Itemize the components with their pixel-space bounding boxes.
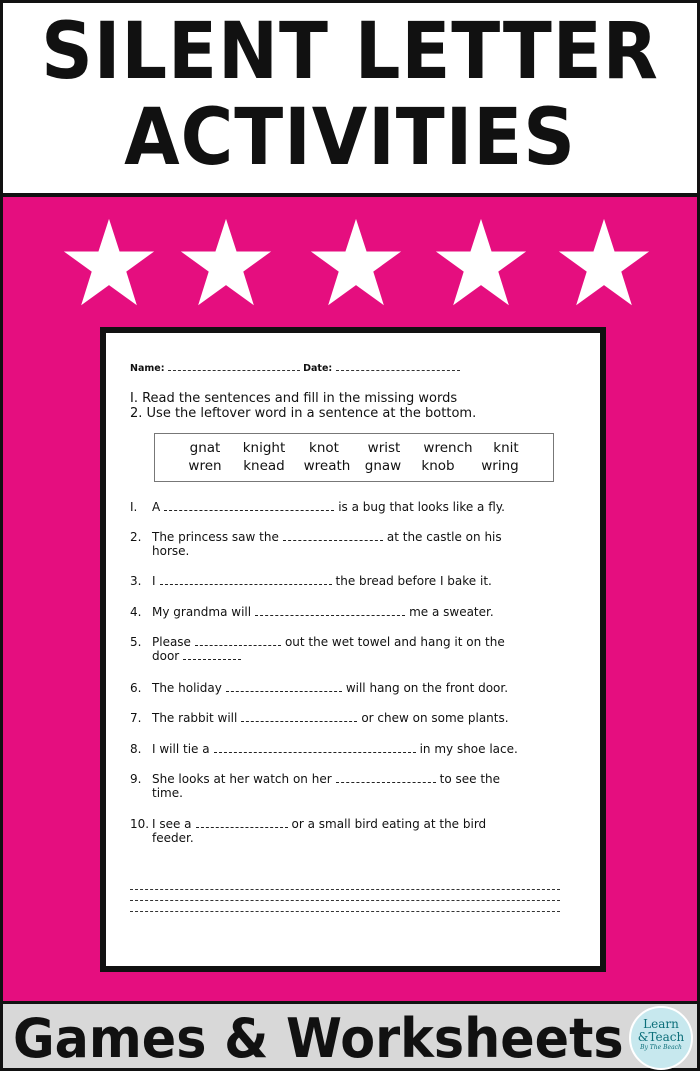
question-text: the bread before I bake it. xyxy=(335,574,492,588)
question-text: horse. xyxy=(152,544,190,558)
question-text: will hang on the front door. xyxy=(345,681,509,695)
word-bank-row-1 xyxy=(155,439,553,457)
star-icon xyxy=(178,215,274,311)
answer-blank[interactable] xyxy=(160,576,332,585)
answer-blank[interactable] xyxy=(283,532,383,541)
answer-blank[interactable] xyxy=(164,502,334,511)
word-bank-row-2 xyxy=(155,457,553,475)
question-text: or chew on some plants. xyxy=(361,711,509,725)
word-bank-word: knot xyxy=(309,440,339,456)
logo-text: &Teach xyxy=(637,1030,685,1044)
question-number: 10. xyxy=(130,817,150,831)
question-text: time. xyxy=(152,786,183,800)
date-blank xyxy=(336,363,460,371)
question-text: out the wet towel and hang it on the xyxy=(284,635,505,649)
star-icon xyxy=(433,215,529,311)
question-item xyxy=(130,605,570,635)
question-text: in my shoe lace. xyxy=(419,742,518,756)
answer-blank[interactable] xyxy=(214,744,416,753)
star-icon xyxy=(61,215,157,311)
name-label: Name: xyxy=(130,363,165,374)
question-item xyxy=(130,711,570,742)
name-blank xyxy=(168,363,300,371)
instruction-2: 2. Use the leftover word in a sentence at the bottom. xyxy=(130,406,477,421)
date-label: Date: xyxy=(303,363,333,374)
word-bank-word: wrench xyxy=(423,440,473,456)
star-icon xyxy=(308,215,404,311)
answer-blank[interactable] xyxy=(336,774,436,783)
answer-blank[interactable] xyxy=(183,651,241,660)
question-text: I see a xyxy=(152,817,192,831)
word-bank-word: wrist xyxy=(367,440,401,456)
title-line-1: SILENT LETTER xyxy=(41,7,659,97)
word-bank-word: wring xyxy=(481,458,519,474)
question-number: 8. xyxy=(130,742,142,756)
writing-line[interactable] xyxy=(130,901,560,912)
question-text: door xyxy=(152,649,180,663)
answer-blank[interactable] xyxy=(226,683,342,692)
star-icon xyxy=(556,215,652,311)
footer-banner xyxy=(0,1001,700,1071)
question-text: I xyxy=(152,574,156,588)
stars-row xyxy=(3,215,700,315)
question-text: feeder. xyxy=(152,831,194,845)
answer-blank[interactable] xyxy=(241,713,357,722)
question-item xyxy=(130,635,570,681)
word-bank-word: knob xyxy=(421,458,455,474)
question-number: 5. xyxy=(130,635,142,649)
brand-logo xyxy=(629,1006,693,1070)
instruction-1: I. Read the sentences and fill in the missing words xyxy=(130,391,458,406)
question-text: The princess saw the xyxy=(152,530,279,544)
question-text: or a small bird eating at the bird xyxy=(291,817,487,831)
question-item xyxy=(130,500,570,530)
question-text: My grandma will xyxy=(152,605,252,619)
question-number: I. xyxy=(130,500,138,514)
worksheet-page xyxy=(100,327,606,972)
question-text: Please xyxy=(152,635,191,649)
question-number: 4. xyxy=(130,605,142,619)
word-bank xyxy=(154,433,554,482)
title-banner xyxy=(0,0,700,197)
writing-line[interactable] xyxy=(130,890,560,901)
title-line-2: ACTIVITIES xyxy=(124,93,576,183)
question-text: is a bug that looks like a fly. xyxy=(338,500,505,514)
question-item xyxy=(130,817,570,857)
question-number: 9. xyxy=(130,772,142,786)
word-bank-word: knit xyxy=(493,440,519,456)
question-text: at the castle on his xyxy=(386,530,502,544)
question-item xyxy=(130,772,570,817)
question-item xyxy=(130,530,570,574)
question-item xyxy=(130,742,570,772)
word-bank-word: wreath xyxy=(303,458,351,474)
question-text: to see the xyxy=(439,772,501,786)
answer-blank[interactable] xyxy=(255,607,405,616)
question-text: me a sweater. xyxy=(409,605,494,619)
writing-line[interactable] xyxy=(130,879,560,890)
question-text: The rabbit will xyxy=(152,711,238,725)
word-bank-word: knead xyxy=(243,458,285,474)
answer-blank[interactable] xyxy=(196,819,288,828)
question-item xyxy=(130,681,570,711)
question-text: The holiday xyxy=(152,681,222,695)
question-number: 2. xyxy=(130,530,142,544)
question-list xyxy=(130,500,570,857)
question-text: She looks at her watch on her xyxy=(152,772,332,786)
logo-text: By The Beach xyxy=(640,1044,682,1051)
answer-blank[interactable] xyxy=(195,637,281,646)
sentence-writing-lines xyxy=(130,879,570,912)
question-item xyxy=(130,574,570,605)
question-number: 7. xyxy=(130,711,142,725)
pink-panel xyxy=(0,197,700,1001)
logo-text: Learn xyxy=(643,1017,679,1031)
question-text: I will tie a xyxy=(152,742,210,756)
word-bank-word: gnaw xyxy=(364,458,402,474)
footer-title: Games & Worksheets xyxy=(13,1007,624,1070)
question-number: 3. xyxy=(130,574,142,588)
word-bank-word: knight xyxy=(242,440,286,456)
word-bank-word: gnat xyxy=(189,440,221,456)
question-number: 6. xyxy=(130,681,142,695)
name-date-row xyxy=(130,363,570,377)
instructions xyxy=(130,391,570,421)
word-bank-word: wren xyxy=(188,458,222,474)
question-text: A xyxy=(152,500,161,514)
